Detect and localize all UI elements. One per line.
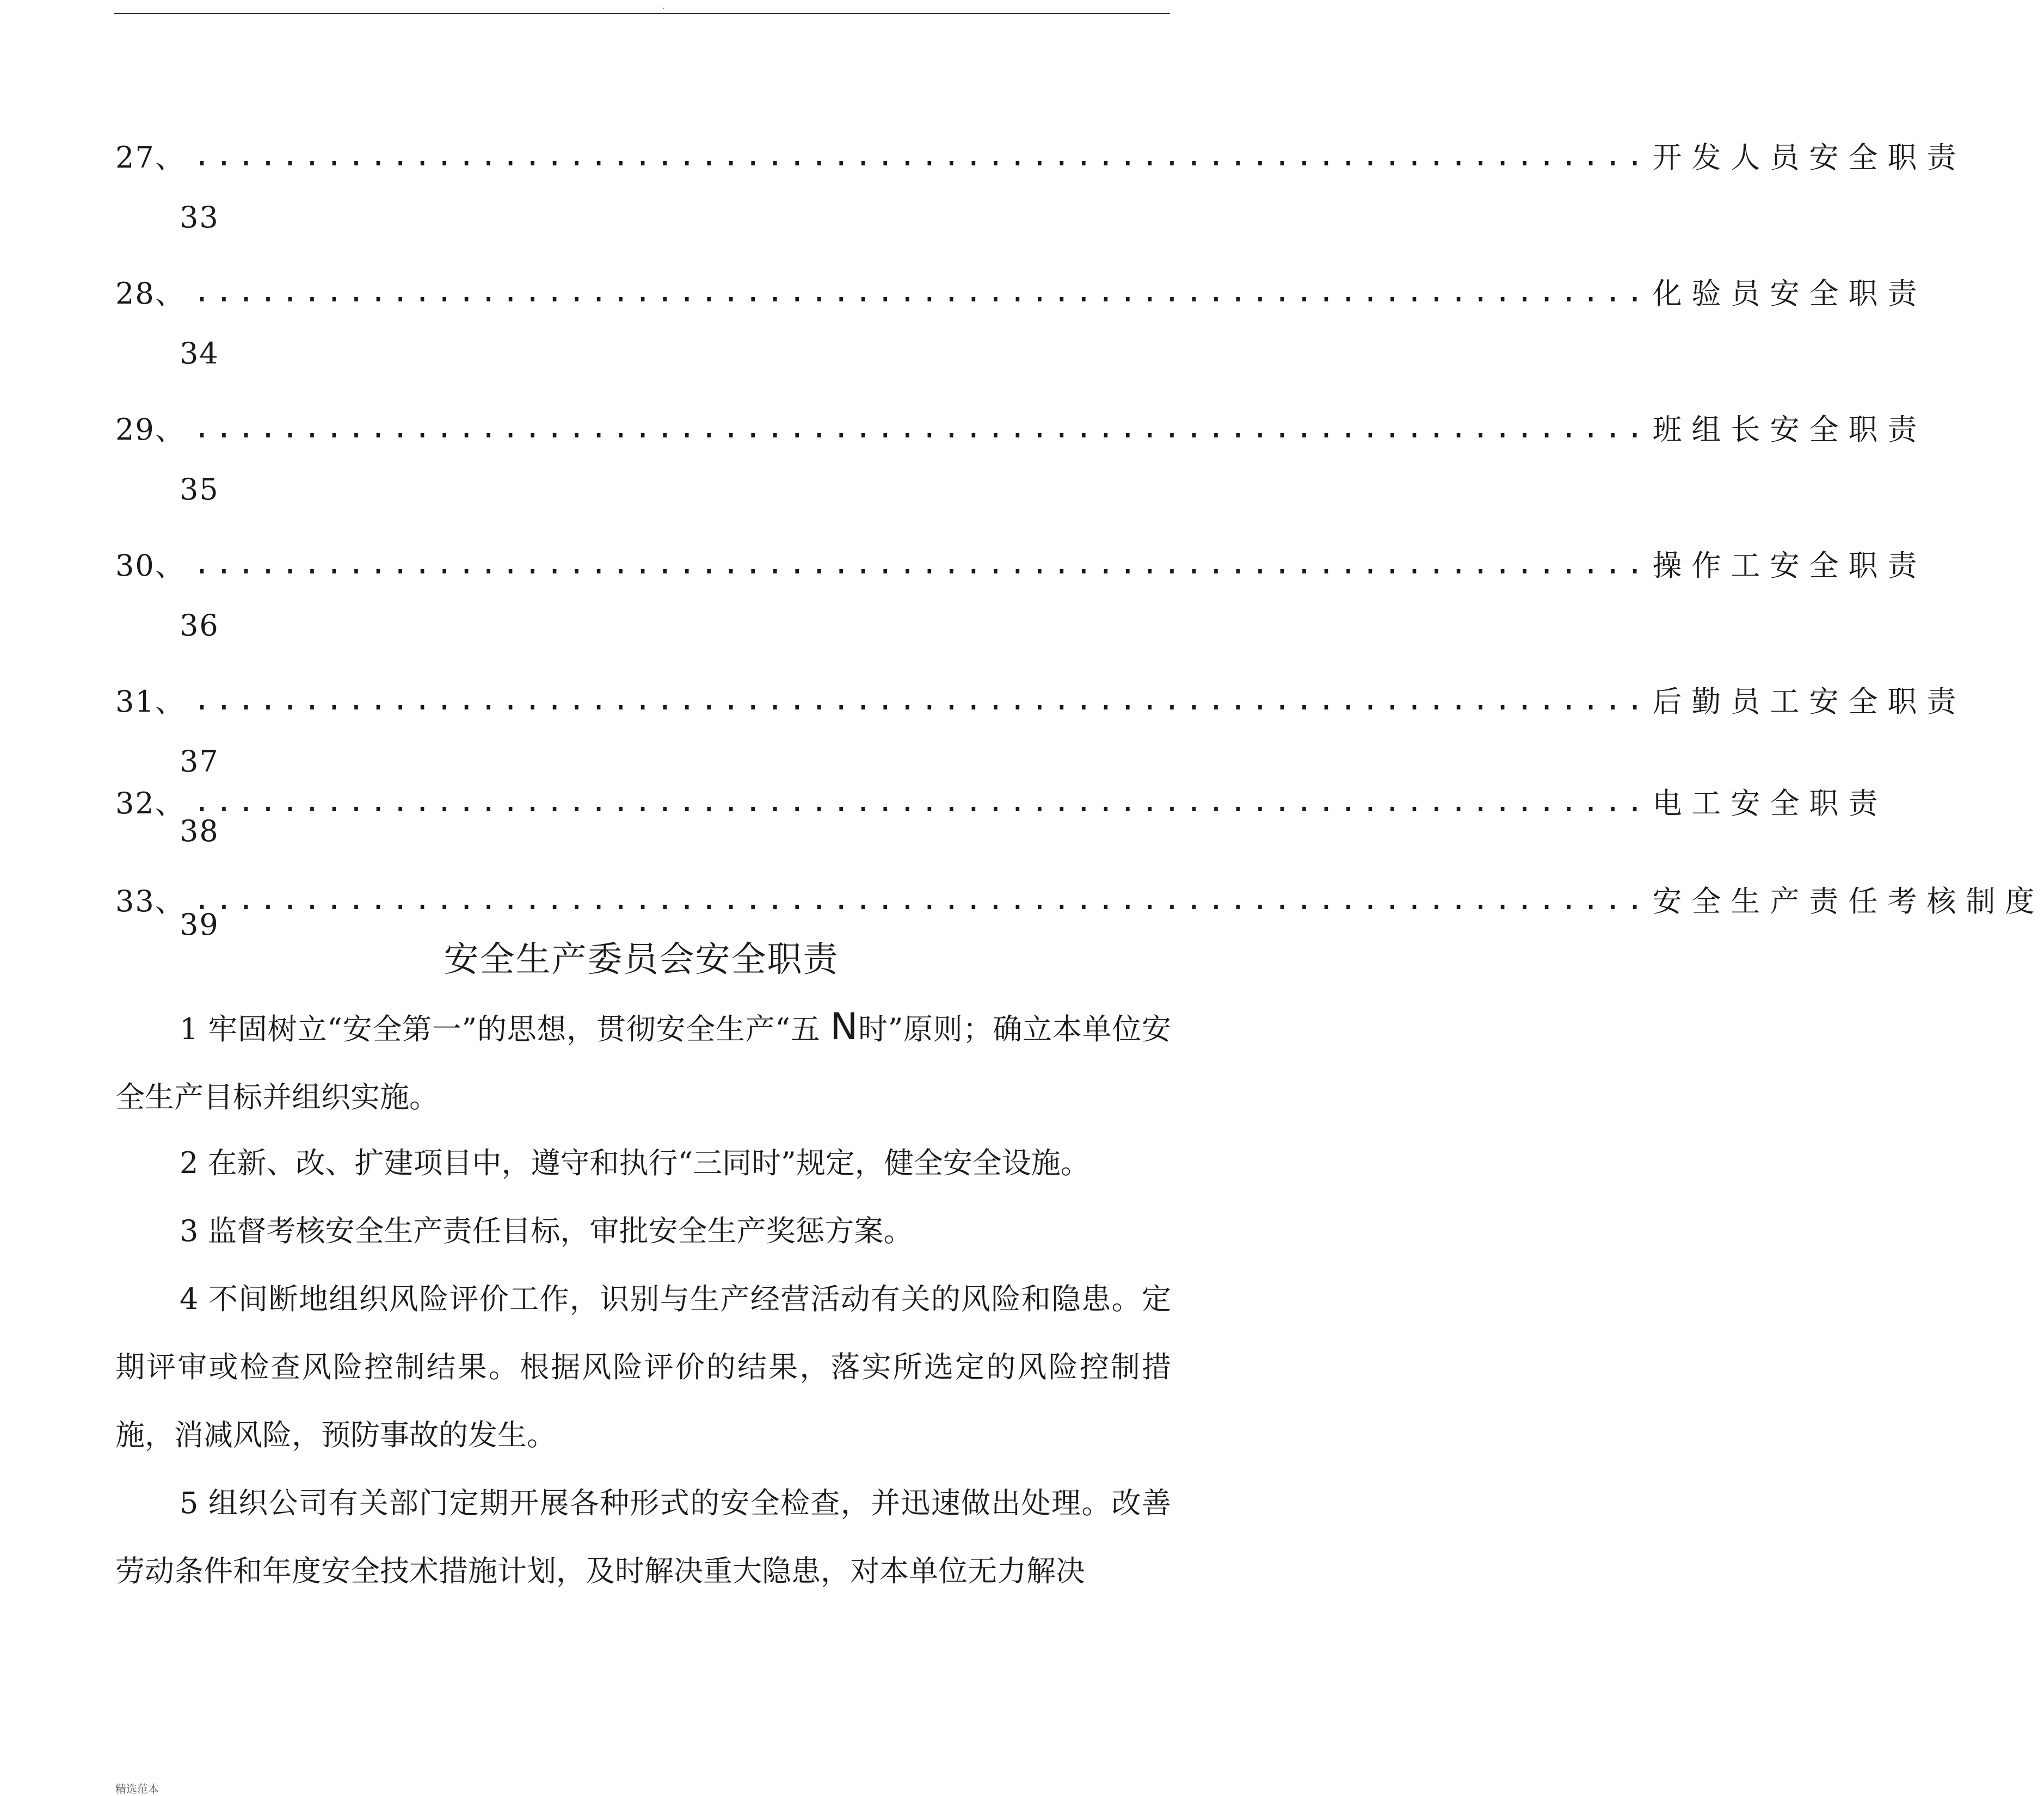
toc-title: 安全生产责任考核制度 (1652, 884, 2044, 918)
header-rule (114, 13, 1170, 14)
toc-title: 后勤员工安全职责 (1652, 684, 1966, 719)
toc-entry-31[interactable] (115, 677, 1966, 721)
toc-page-number: 36 (180, 608, 219, 643)
toc-entry-33[interactable] (115, 877, 2044, 921)
paragraph-4 (115, 1265, 1171, 1469)
toc-leader-dots: .................................................................. (193, 274, 1648, 308)
toc-page-number: 33 (180, 200, 219, 234)
paragraph-1-n: N (830, 1005, 858, 1048)
toc-entry-30[interactable] (115, 541, 1927, 585)
footer-label: 精选范本 (115, 1782, 159, 1795)
paragraph-1-text-b: 时”原则；确立本单位安全生产目标并组织实施。 (115, 1012, 1171, 1114)
toc-leader-dots: .................................................................. (193, 682, 1648, 717)
paragraph-2-text: 2 在新、改、扩建项目中，遵守和执行“三同时”规定，健全安全设施。 (180, 1146, 1090, 1180)
toc-number: 30、 (115, 548, 186, 583)
paragraph-5-text: 5 组织公司有关部门定期开展各种形式的安全检查，并迅速做出处理。改善劳动条件和年度安全技术措施计划，及时解决重大隐患，对本单位无力解决 (115, 1486, 1171, 1588)
toc-number: 27、 (115, 140, 186, 175)
toc-number: 28、 (115, 276, 186, 311)
header-dot: . (662, 2, 665, 11)
paragraph-1 (115, 993, 1171, 1131)
toc-leader-dots: .................................................................. (193, 138, 1648, 172)
toc-page-number: 35 (180, 472, 219, 507)
toc-title: 化验员安全职责 (1652, 276, 1927, 311)
toc-entry-29[interactable] (115, 405, 1927, 449)
toc-page-number: 34 (180, 336, 219, 371)
toc-title: 电工安全职责 (1652, 786, 1888, 820)
paragraph-5 (115, 1469, 1171, 1605)
toc-title: 开发人员安全职责 (1652, 140, 1966, 175)
toc-page-number: 37 (180, 744, 219, 779)
toc-leader-dots: .................................................................. (193, 783, 1648, 818)
toc-page-number: 39 (180, 908, 219, 942)
toc-number: 31、 (115, 684, 186, 719)
toc-title: 操作工安全职责 (1652, 548, 1927, 583)
toc-entry-28[interactable] (115, 269, 1927, 313)
toc-leader-dots: .................................................................. (193, 881, 1648, 916)
toc-leader-dots: .................................................................. (193, 546, 1648, 581)
toc-number: 33、 (115, 884, 186, 918)
paragraph-1-text-a: 1 牢固树立“安全第一”的思想，贯彻安全生产“五 (180, 1012, 830, 1046)
toc-leader-dots: .................................................................. (193, 410, 1648, 445)
section-title: 安全生产委员会安全职责 (444, 940, 839, 980)
toc-page-number: 38 (180, 814, 219, 848)
paragraph-3 (115, 1197, 1171, 1265)
toc-entry-27[interactable] (115, 133, 1966, 177)
paragraph-2 (115, 1129, 1171, 1197)
toc-number: 32、 (115, 786, 186, 820)
toc-entry-32[interactable] (115, 779, 1888, 823)
paragraph-4-text: 4 不间断地组织风险评价工作，识别与生产经营活动有关的风险和隐患。定期评审或检查风险控制结果。根据风险评价的结果，落实所选定的风险控制措施，消减风险，预防事故的发生。 (115, 1282, 1171, 1452)
paragraph-3-text: 3 监督考核安全生产责任目标，审批安全生产奖惩方案。 (180, 1214, 913, 1248)
toc-title: 班组长安全职责 (1652, 412, 1927, 447)
toc-number: 29、 (115, 412, 186, 447)
